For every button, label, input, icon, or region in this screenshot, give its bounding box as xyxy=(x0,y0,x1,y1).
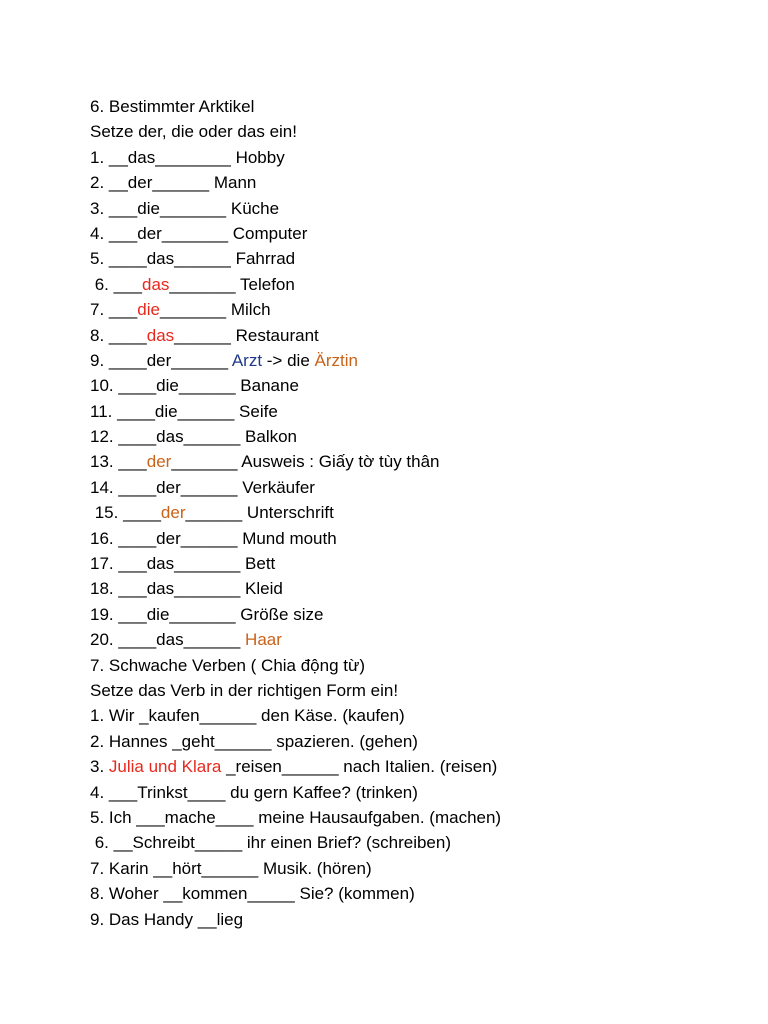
highlighted-text: der xyxy=(160,503,186,523)
worksheet-line xyxy=(90,323,730,348)
worksheet-line xyxy=(90,526,730,551)
highlighted-text: der xyxy=(146,452,172,472)
worksheet-line xyxy=(90,94,730,119)
worksheet-line xyxy=(90,856,730,881)
worksheet-line xyxy=(90,551,730,576)
highlighted-text: die xyxy=(137,300,160,320)
worksheet-line xyxy=(90,500,730,525)
worksheet-line xyxy=(90,576,730,601)
line-text: 7. ___ xyxy=(90,300,138,320)
highlighted-text: Arzt xyxy=(231,350,263,370)
worksheet-line xyxy=(90,272,730,297)
worksheet-line xyxy=(90,602,730,627)
line-text: 18. ___das_______ Kleid xyxy=(90,579,283,599)
line-text: 9. Das Handy __lieg xyxy=(90,909,244,929)
line-text: 16. ____der______ Mund mouth xyxy=(90,528,337,548)
worksheet-line xyxy=(90,373,730,398)
line-text: 11. ____die______ Seife xyxy=(90,401,278,421)
worksheet-line xyxy=(90,119,730,144)
worksheet-line xyxy=(90,297,730,322)
line-text: 20. ____das______ xyxy=(90,630,246,650)
line-text: 1. Wir _kaufen______ den Käse. (kaufen) xyxy=(90,706,405,726)
line-text: 12. ____das______ Balkon xyxy=(90,427,298,447)
line-text: 14. ____der______ Verkäufer xyxy=(90,477,315,497)
line-text: Setze der, die oder das ein! xyxy=(90,122,297,142)
line-text: 9. ____der______ xyxy=(90,350,232,370)
line-text: 6. __Schreibt_____ ihr einen Brief? (schreiben) xyxy=(90,833,451,853)
worksheet-line xyxy=(90,399,730,424)
line-text: 8. Woher __kommen_____ Sie? (kommen) xyxy=(90,884,415,904)
line-text: 7. Schwache Verben ( Chia động từ) xyxy=(90,655,366,675)
line-text: 4. ___Trinkst____ du gern Kaffee? (trinken) xyxy=(90,782,418,802)
line-text: 19. ___die_______ Größe size xyxy=(90,604,324,624)
line-text: 15. ____ xyxy=(90,503,161,523)
line-text: 2. Hannes _geht______ spazieren. (gehen) xyxy=(90,731,418,751)
worksheet-line xyxy=(90,449,730,474)
worksheet-line xyxy=(90,145,730,170)
line-text: 5. ____das______ Fahrrad xyxy=(90,249,296,269)
line-text: ______ Unterschrift xyxy=(185,503,334,523)
highlighted-text: das xyxy=(146,325,175,345)
worksheet-line xyxy=(90,703,730,728)
line-text: 4. ___der_______ Computer xyxy=(90,223,308,243)
line-text: 17. ___das_______ Bett xyxy=(90,554,276,574)
line-text: 10. ____die______ Banane xyxy=(90,376,299,396)
line-text: 1. __das________ Hobby xyxy=(90,147,285,167)
line-text: 5. Ich ___mache____ meine Hausaufgaben. (machen) xyxy=(90,807,502,827)
worksheet-line xyxy=(90,830,730,855)
worksheet-line xyxy=(90,246,730,271)
worksheet-line xyxy=(90,627,730,652)
highlighted-text: Ärztin xyxy=(314,350,358,370)
line-text: 3. xyxy=(90,757,109,777)
highlighted-text: das xyxy=(142,274,170,294)
line-text: _reisen______ nach Italien. (reisen) xyxy=(221,757,498,777)
line-text: 13. ___ xyxy=(90,452,147,472)
worksheet-line xyxy=(90,907,730,932)
line-text: 3. ___die_______ Küche xyxy=(90,198,280,218)
worksheet-line xyxy=(90,729,730,754)
worksheet-line xyxy=(90,170,730,195)
line-text: _______ Milch xyxy=(159,300,271,320)
worksheet xyxy=(90,94,730,932)
worksheet-line xyxy=(90,196,730,221)
line-text: -> die xyxy=(262,350,315,370)
worksheet-line xyxy=(90,678,730,703)
line-text: 6. Bestimmter Arktikel xyxy=(90,97,255,116)
highlighted-text: Julia und Klara xyxy=(108,757,222,777)
worksheet-line xyxy=(90,424,730,449)
worksheet-line xyxy=(90,221,730,246)
highlighted-text: Haar xyxy=(245,630,282,650)
worksheet-line xyxy=(90,780,730,805)
worksheet-line xyxy=(90,653,730,678)
line-text: 6. ___ xyxy=(90,274,142,294)
line-text: 8. ____ xyxy=(90,325,147,345)
line-text: ______ Restaurant xyxy=(174,325,319,345)
worksheet-line xyxy=(90,881,730,906)
worksheet-line xyxy=(90,475,730,500)
worksheet-line xyxy=(90,348,730,373)
worksheet-line xyxy=(90,754,730,779)
line-text: 7. Karin __hört______ Musik. (hören) xyxy=(90,858,372,878)
line-text: Setze das Verb in der richtigen Form ein! xyxy=(90,680,399,700)
worksheet-line xyxy=(90,805,730,830)
line-text: 2. __der______ Mann xyxy=(90,173,257,193)
line-text: _______ Ausweis : Giấy tờ tùy thân xyxy=(171,452,440,472)
line-text: _______ Telefon xyxy=(169,274,295,294)
